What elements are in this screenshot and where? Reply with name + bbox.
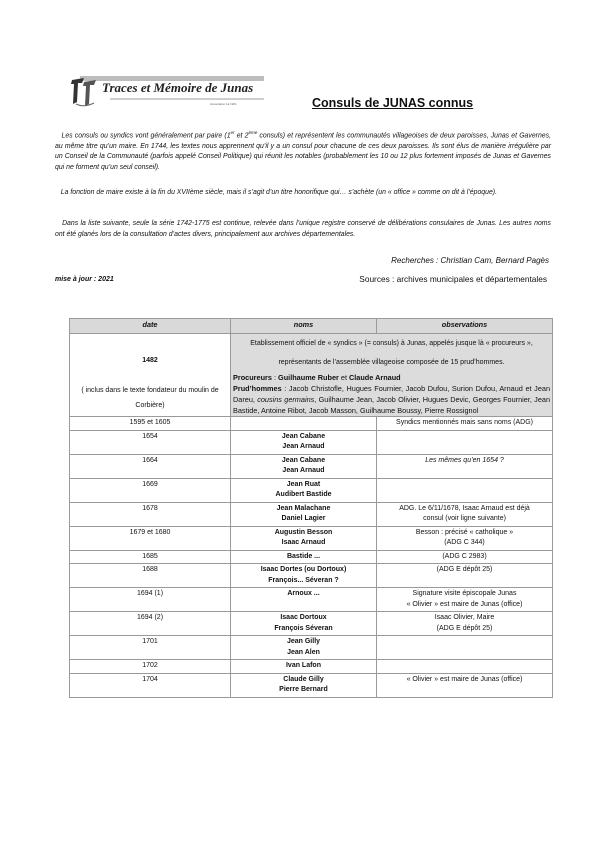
table-header-row — [70, 319, 553, 334]
observation-line: (ADG E dépôt 25) — [436, 624, 493, 632]
table-row-1482 — [70, 334, 553, 417]
logo-subtext: Association loi 1901 — [210, 102, 237, 106]
observation-line: Signature visite épiscopale Junas — [412, 590, 517, 597]
consul-name: Isaac Dortoux — [280, 614, 327, 621]
cell-date: 1595 et 1605 — [70, 417, 231, 431]
intro-paragraph-3: Dans la liste suivante, seule la série 1742-1775 est continue, relevée dans l’unique registre conservé de délibérations consulaires de Junas. Les autres noms ont été glanés lors de la consultation d’actes divers, principalement aux archives départementales. — [55, 220, 551, 238]
cell-date: 1704 — [70, 673, 231, 697]
cell-names — [231, 526, 377, 550]
observation-line: Besson : précisé « catholique » — [415, 528, 514, 536]
cell-observations — [377, 564, 553, 588]
header-date: date — [70, 319, 231, 334]
cell-date: 1679 et 1680 — [70, 526, 231, 550]
table-row — [70, 550, 553, 564]
cell-date: 1678 — [70, 502, 231, 526]
observation-line: « Olivier » est maire de Junas (office) — [406, 600, 523, 608]
cell-date: 1685 — [70, 550, 231, 564]
consul-name: Isaac Dortes (ou Dortoux) — [260, 566, 347, 573]
cell-names — [231, 417, 377, 431]
table-row — [70, 502, 553, 526]
logo-text: Traces et Mémoire de Junas — [102, 80, 254, 95]
intro-paragraph-2: La fonction de maire existe à la fin du XVIIème siècle, mais il s’agit d’un titre honorifique qui… s’achète (un « office » comme on dit à l’époque). — [60, 189, 498, 196]
cell-observations — [377, 478, 553, 502]
consul-name: Isaac Arnaud — [281, 539, 326, 546]
1482-names — [231, 372, 552, 416]
table-row — [70, 564, 553, 588]
table-row — [70, 526, 553, 550]
consul-name: Claude Gilly — [283, 675, 324, 683]
consul-name: Audibert Bastide — [275, 491, 332, 498]
observation-line: ADG. Le 6/11/1678, Isaac Arnaud est déjà — [399, 504, 530, 512]
update-date: mise à jour : 2021 — [55, 276, 114, 283]
observation-line: (ADG C 344) — [444, 539, 485, 546]
table-row — [70, 636, 553, 660]
cell-1482-content — [231, 334, 553, 417]
logo — [70, 74, 264, 108]
cell-names — [231, 478, 377, 502]
cell-names — [231, 502, 377, 526]
observation-line: Les mêmes qu’en 1654 ? — [425, 456, 504, 464]
cell-observations — [377, 430, 553, 454]
cell-names — [231, 454, 377, 478]
cell-date: 1702 — [70, 660, 231, 674]
intro-paragraph-1: Les consuls ou syndics vont généralement par paire (1er et 2ème consuls) et représentent les communautés villageoises de deux paroisses, Junas et Gavernes, au même titre qu’un maire. En 1744, les textes nous apprennent qu’il y a un consul pour chacune de ces deux paroisses. Ils sont élus de manière irrégulière par un Conseil de la Communauté (parfois appelé Conseil Politique) qui réunit les notables (probablement les 10 ou 12 plus fortement imposés de Junas et Gavernes qui ne forment qu’un seul conseil). — [55, 130, 551, 171]
cell-observations — [377, 526, 553, 550]
cell-observations — [377, 502, 553, 526]
cell-observations — [377, 454, 553, 478]
cell-date-1482 — [70, 334, 231, 417]
table-row — [70, 673, 553, 697]
header-observations: observations — [377, 319, 553, 334]
date-1482-note: ( inclus dans le texte fondateur du moulin de Corbière) — [81, 386, 219, 409]
consul-name: Arnoux ... — [287, 590, 320, 597]
cell-names — [231, 588, 377, 612]
consul-name: Jean Arnaud — [282, 443, 325, 450]
table-row — [70, 612, 553, 636]
consuls-table — [69, 318, 553, 698]
table-row — [70, 478, 553, 502]
cell-names — [231, 673, 377, 697]
cell-date: 1654 — [70, 430, 231, 454]
observation-line: consul (voir ligne suivante) — [423, 515, 506, 522]
cell-observations — [377, 636, 553, 660]
consul-name: Jean Cabane — [281, 432, 326, 440]
cell-observations — [377, 660, 553, 674]
cell-observations — [377, 417, 553, 431]
date-1482: 1482 — [142, 357, 158, 364]
consul-name: Ivan Lafon — [285, 662, 321, 669]
consul-name: Jean Cabane — [281, 456, 326, 464]
table-row — [70, 454, 553, 478]
consul-name: Jean Arnaud — [282, 467, 325, 474]
credits: Recherches : Christian Cam, Bernard Pagès — [391, 256, 549, 265]
table-row — [70, 417, 553, 431]
cell-observations — [377, 673, 553, 697]
observation-line: (ADG E dépôt 25) — [436, 566, 493, 573]
cell-names — [231, 550, 377, 564]
table-row — [70, 588, 553, 612]
cell-observations — [377, 612, 553, 636]
sources: Sources : archives municipales et départementales — [359, 274, 547, 284]
1482-intro: Etablissement officiel de « syndics » (= consuls) à Junas, appelés jusque là « procureurs », représentants de l’assemblée villageoise composée de 15 prud’hommes. — [231, 334, 552, 372]
cell-date: 1688 — [70, 564, 231, 588]
cell-names — [231, 612, 377, 636]
consul-name: Daniel Lagier — [281, 515, 326, 522]
cell-date: 1694 (2) — [70, 612, 231, 636]
page-title: Consuls de JUNAS connus — [312, 96, 474, 110]
cell-names — [231, 636, 377, 660]
logo-emblem-icon — [70, 74, 100, 108]
cell-names — [231, 660, 377, 674]
table-row — [70, 660, 553, 674]
consul-name: Jean Alen — [287, 648, 320, 656]
observation-line: (ADG C 2983) — [442, 552, 487, 560]
cell-observations — [377, 550, 553, 564]
cell-date: 1701 — [70, 636, 231, 660]
observation-line: Syndics mentionnés mais sans noms (ADG) — [396, 419, 533, 426]
cell-date: 1664 — [70, 454, 231, 478]
consul-name: Bastide ... — [286, 552, 321, 560]
consul-name: Augustin Besson — [274, 528, 333, 536]
consul-name: Jean Ruat — [286, 480, 321, 488]
cell-date: 1669 — [70, 478, 231, 502]
consul-name: Jean Malachane — [276, 504, 331, 512]
consul-name: François... Séveran ? — [268, 576, 339, 584]
observation-line: Isaac Olivier, Maire — [434, 614, 495, 621]
prudhommes-line: Prud’hommes : Jacob Christofle, Hugues Fournier, Jacob Dufou, Surion Dufou, Arnaud et Jean Dareu, cousins germains, Guilhaume Jean, Jacob Olivier, Hugues Devic, Georges Fournier, Jean Bastide, Antoine Ribot, Jacob Masson, Guilhaume Boussy, Pierre Rossignol — [233, 384, 550, 415]
cell-names — [231, 564, 377, 588]
procureurs-line: Procureurs : Guilhaume Ruber et Claude Arnaud — [233, 373, 401, 382]
table-row — [70, 430, 553, 454]
header-names: noms — [231, 319, 377, 334]
consul-name: François Séveran — [274, 624, 333, 632]
consul-name: Pierre Bernard — [279, 686, 328, 693]
cell-names — [231, 430, 377, 454]
observation-line: « Olivier » est maire de Junas (office) — [406, 675, 523, 683]
consul-name: Jean Gilly — [286, 638, 321, 645]
cell-observations — [377, 588, 553, 612]
logo-underline — [110, 98, 264, 100]
cell-date: 1694 (1) — [70, 588, 231, 612]
